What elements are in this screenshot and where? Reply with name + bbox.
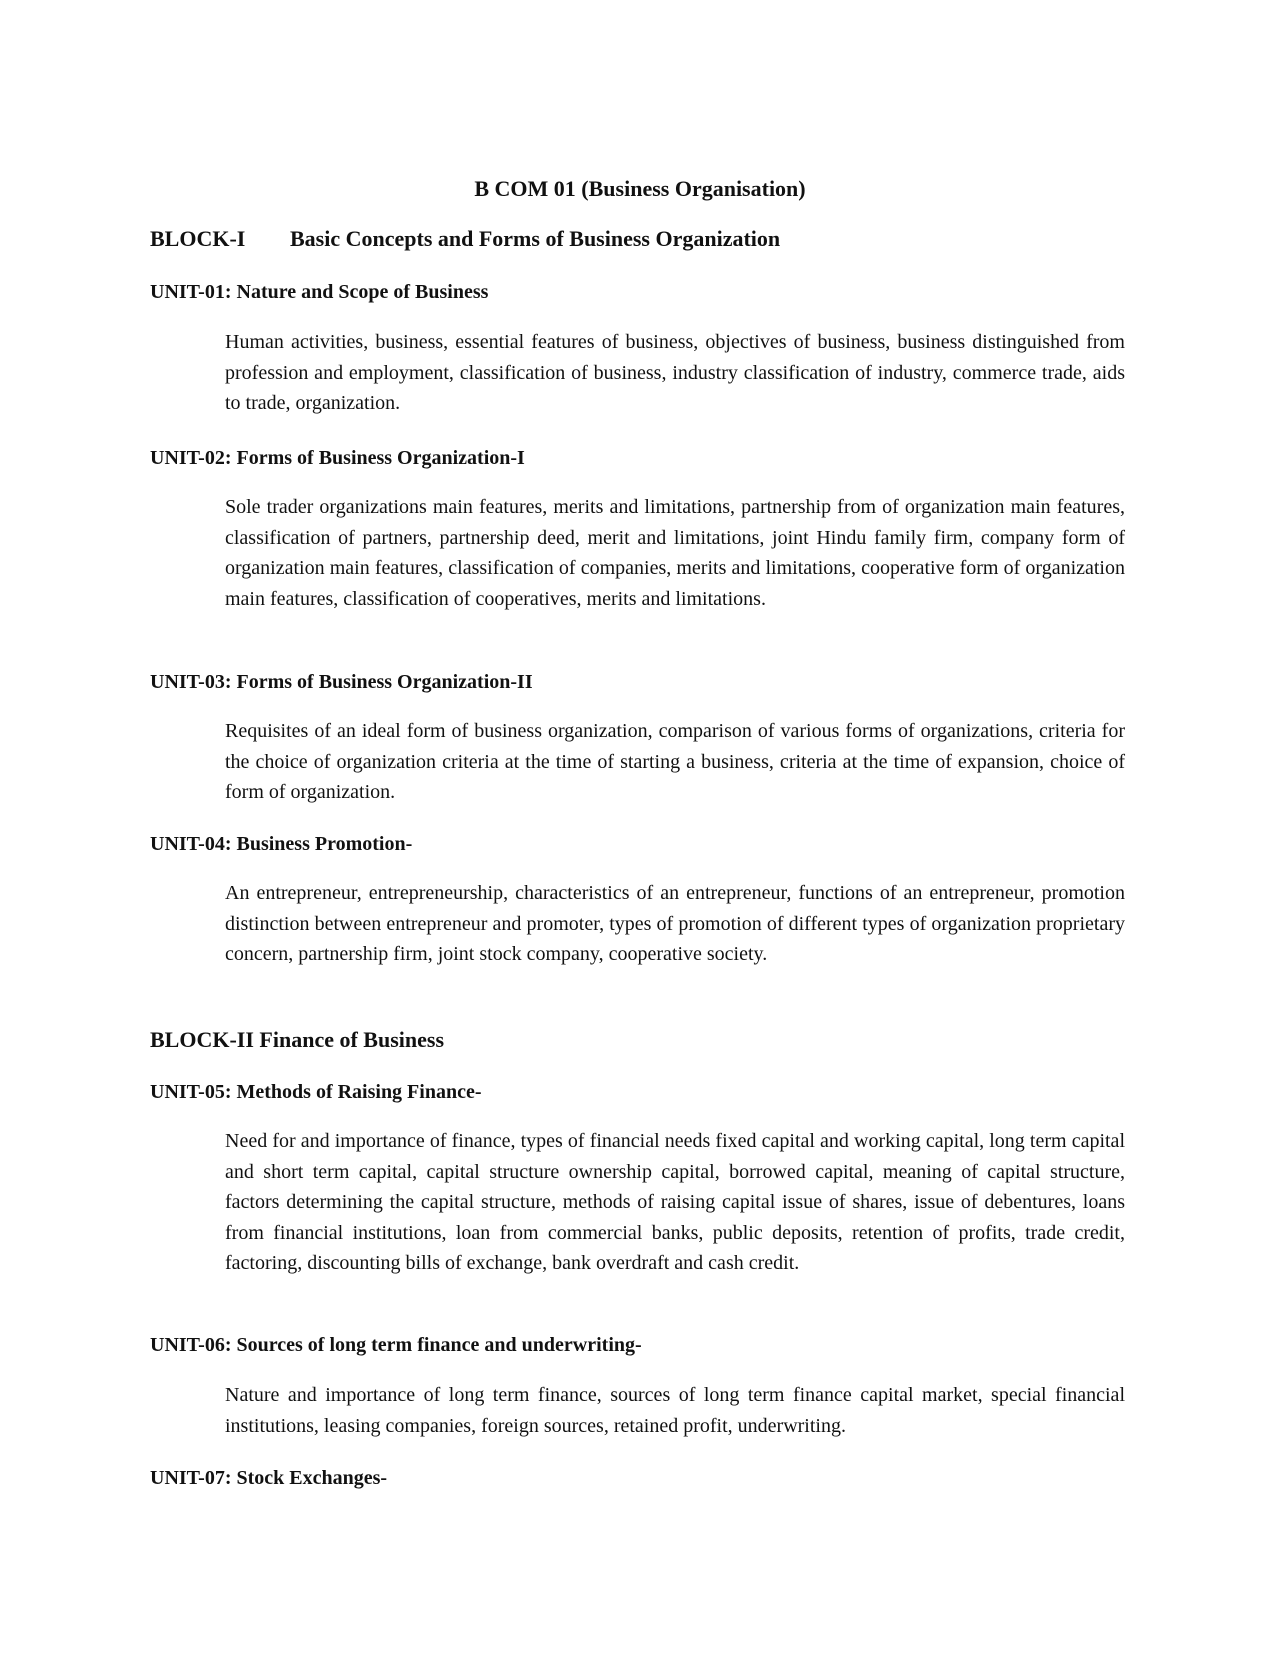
unit-heading-03: UNIT-03: Forms of Business Organization-II	[150, 671, 533, 693]
unit-description-03: Requisites of an ideal form of business organization, comparison of various forms of organizations, criteria for the choice of organization criteria at the time of starting a business, criteria at the time of expansion, choice of form of organization.	[225, 720, 1125, 803]
block-heading-2	[150, 1025, 444, 1055]
unit-description-01: Human activities, business, essential features of business, objectives of business, business distinguished from profession and employment, classification of business, industry classification of industry, commerce trade, aids to trade, organization.	[225, 331, 1125, 414]
unit-heading-05: UNIT-05: Methods of Raising Finance-	[150, 1081, 482, 1103]
unit-heading-06: UNIT-06: Sources of long term finance and underwriting-	[150, 1334, 642, 1356]
unit-heading-04: UNIT-04: Business Promotion-	[150, 833, 413, 855]
block-title: Basic Concepts and Forms of Business Organization	[290, 226, 781, 251]
block-title: Finance of Business	[259, 1027, 445, 1052]
unit-heading-02: UNIT-02: Forms of Business Organization-I	[150, 447, 525, 469]
unit-heading-01: UNIT-01: Nature and Scope of Business	[150, 281, 489, 303]
unit-description-05: Need for and importance of finance, types of financial needs fixed capital and working capital, long term capital and short term capital, capital structure ownership capital, borrowed capital, meaning of capital structure, factors determining the capital structure, methods of raising capital issue of shares, issue of debentures, loans from financial institutions, loan from commercial banks, public deposits, retention of profits, trade credit, factoring, discounting bills of exchange, bank overdraft and cash credit.	[225, 1130, 1125, 1274]
document-title: B COM 01 (Business Organisation)	[474, 176, 806, 201]
unit-description-06: Nature and importance of long term finance, sources of long term finance capital market, special financial institutions, leasing companies, foreign sources, retained profit, underwriting.	[225, 1384, 1125, 1437]
block-code: BLOCK-I	[150, 226, 246, 251]
block-heading-1	[150, 224, 780, 254]
unit-heading-07: UNIT-07: Stock Exchanges-	[150, 1467, 388, 1489]
unit-description-04: An entrepreneur, entrepreneurship, characteristics of an entrepreneur, functions of an entrepreneur, promotion distinction between entrepreneur and promoter, types of promotion of different types of organization proprietary concern, partnership firm, joint stock company, cooperative society.	[225, 882, 1125, 965]
block-code: BLOCK-II	[150, 1027, 254, 1052]
unit-description-02: Sole trader organizations main features, merits and limitations, partnership from of organization main features, classification of partners, partnership deed, merit and limitations, joint Hindu family firm, company form of organization main features, classification of companies, merits and limitations, cooperative form of organization main features, classification of cooperatives, merits and limitations.	[225, 496, 1125, 610]
